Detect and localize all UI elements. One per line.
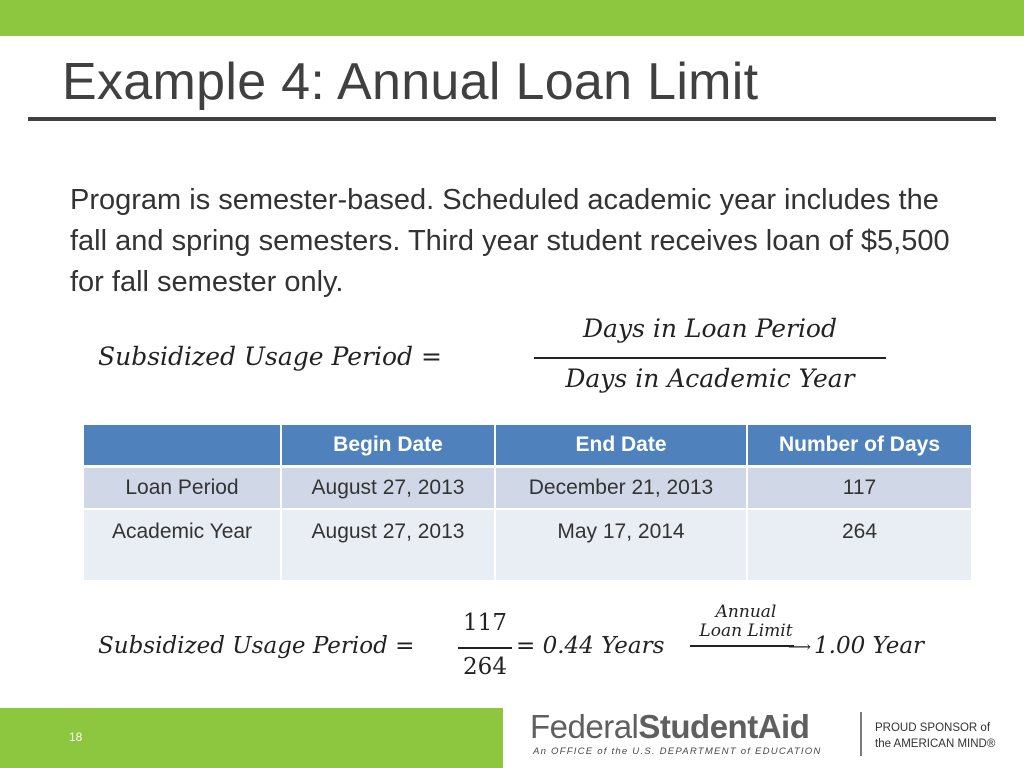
row-label: Academic Year (84, 509, 281, 581)
header-begin-date: Begin Date (281, 425, 495, 467)
calc-numerator: 117 (463, 610, 507, 636)
table-row (84, 509, 972, 581)
begin-date-cell: August 27, 2013 (281, 509, 495, 581)
calc-final-result: 1.00 Year (814, 633, 925, 659)
end-date-cell: December 21, 2013 (495, 467, 747, 510)
loan-period-table (84, 425, 973, 582)
sponsor-text (875, 720, 995, 752)
title-underline (28, 117, 996, 121)
header-end-date: End Date (495, 425, 747, 467)
arrow-label-annual: Annual (715, 602, 777, 622)
fraction-bar (534, 357, 886, 359)
formula-denominator: Days in Academic Year (565, 364, 855, 393)
federal-student-aid-logo (530, 708, 850, 762)
sponsor-line-1: PROUD SPONSOR of (875, 722, 991, 734)
logo-tagline: An OFFICE of the U.S. DEPARTMENT of EDUCATION (533, 746, 822, 757)
calc-denominator: 264 (463, 654, 507, 680)
slide-number: 18 (69, 730, 83, 744)
logo-student-aid-text: StudentAid (638, 708, 810, 745)
intro-paragraph: Program is semester-based. Scheduled academic year includes the fall and spring semesters. Third year student receives loan of $5,500 for fall semester only. (70, 184, 950, 298)
formula-numerator: Days in Loan Period (583, 314, 837, 343)
slide-title: Example 4: Annual Loan Limit (62, 53, 759, 111)
sponsor-line-2: the AMERICAN MIND® (875, 738, 996, 750)
arrow-label-loan-limit: Loan Limit (699, 621, 793, 641)
usage-period-formula (98, 312, 918, 402)
header-number-of-days: Number of Days (747, 425, 972, 467)
usage-calculation-formula (98, 600, 958, 690)
row-label: Loan Period (84, 467, 281, 510)
logo-wordmark (530, 708, 809, 746)
right-arrow-shaft (690, 645, 794, 647)
calc-fraction-bar (458, 647, 512, 649)
formula-lhs: Subsidized Usage Period = (98, 342, 442, 371)
begin-date-cell: August 27, 2013 (281, 467, 495, 510)
calc-result-years: = 0.44 Years (516, 633, 665, 659)
table-row (84, 467, 972, 510)
days-cell: 117 (747, 467, 972, 510)
end-date-cell: May 17, 2014 (495, 509, 747, 581)
calc-lhs: Subsidized Usage Period = (98, 633, 415, 659)
header-cell-empty (84, 425, 281, 467)
logo-federal-text: Federal (530, 708, 639, 745)
top-accent-bar (0, 0, 1024, 36)
table-header-row (84, 425, 972, 467)
days-cell: 264 (747, 509, 972, 581)
right-arrow-icon: ⟶ (788, 637, 811, 656)
logo-divider (860, 712, 862, 756)
